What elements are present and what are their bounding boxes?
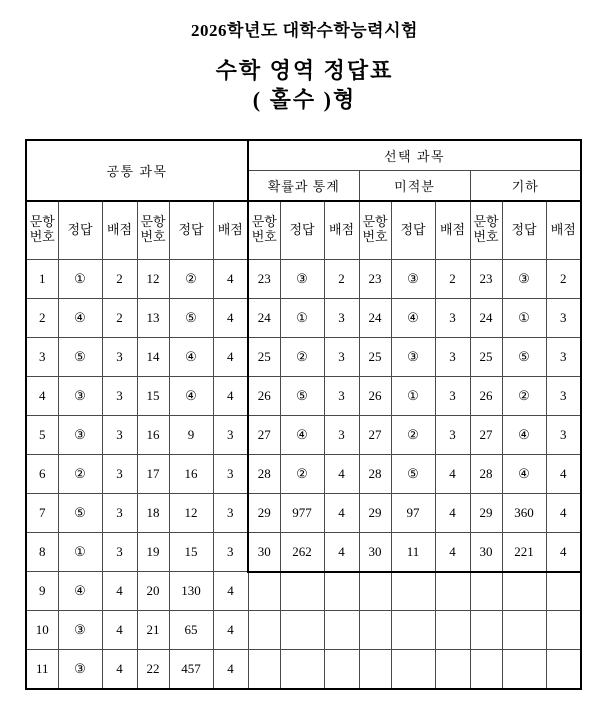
table-row: [26, 337, 581, 376]
cell-points: 4: [213, 650, 248, 690]
cell-answer: ①: [391, 376, 435, 415]
header-column-labels-row: [26, 201, 581, 260]
cell-number: 12: [137, 259, 169, 298]
cell-empty: [546, 572, 581, 611]
cell-empty: [546, 650, 581, 690]
cell-number: 3: [26, 337, 58, 376]
cell-number: 15: [137, 376, 169, 415]
cell-points: 2: [435, 259, 470, 298]
col-header-points-2: 배점: [213, 201, 248, 260]
form-type-label: ( 홀수 )형: [252, 87, 357, 113]
cell-number: 28: [248, 454, 280, 493]
cell-points: 3: [102, 337, 137, 376]
cell-empty: [324, 572, 359, 611]
cell-points: 3: [102, 532, 137, 572]
col-header-number-1: 문항 번호: [26, 201, 58, 260]
table-row: [26, 259, 581, 298]
cell-number: 28: [359, 454, 391, 493]
cell-points: 4: [435, 454, 470, 493]
cell-answer: 15: [169, 532, 213, 572]
cell-answer: 16: [169, 454, 213, 493]
cell-empty: [248, 650, 280, 690]
cell-number: 5: [26, 415, 58, 454]
cell-points: 3: [546, 376, 581, 415]
cell-empty: [280, 572, 324, 611]
answer-table: [25, 139, 582, 691]
cell-number: 30: [470, 532, 502, 572]
cell-points: 3: [213, 493, 248, 532]
cell-number: 29: [470, 493, 502, 532]
cell-points: 4: [324, 454, 359, 493]
cell-number: 13: [137, 298, 169, 337]
cell-empty: [359, 650, 391, 690]
cell-points: 3: [102, 415, 137, 454]
col-header-answer-2: 정답: [169, 201, 213, 260]
cell-answer: ③: [58, 650, 102, 690]
cell-answer: ③: [58, 376, 102, 415]
cell-points: 4: [435, 532, 470, 572]
cell-empty: [280, 650, 324, 690]
table-row: [26, 298, 581, 337]
cell-answer: 130: [169, 572, 213, 611]
cell-answer: ③: [502, 259, 546, 298]
cell-number: 24: [248, 298, 280, 337]
cell-empty: [391, 650, 435, 690]
cell-number: 25: [248, 337, 280, 376]
cell-number: 16: [137, 415, 169, 454]
cell-answer: ⑤: [58, 337, 102, 376]
cell-empty: [280, 611, 324, 650]
cell-number: 27: [248, 415, 280, 454]
col-header-points-3: 배점: [324, 201, 359, 260]
cell-points: 3: [102, 376, 137, 415]
cell-answer: ①: [280, 298, 324, 337]
cell-number: 2: [26, 298, 58, 337]
cell-empty: [502, 572, 546, 611]
cell-number: 4: [26, 376, 58, 415]
header-group-row: [26, 140, 581, 171]
cell-points: 3: [324, 337, 359, 376]
cell-points: 4: [324, 532, 359, 572]
answer-table-wrap: [0, 114, 609, 691]
cell-answer: ④: [280, 415, 324, 454]
cell-number: 9: [26, 572, 58, 611]
cell-points: 4: [213, 376, 248, 415]
cell-points: 3: [102, 493, 137, 532]
table-row: [26, 611, 581, 650]
cell-answer: ④: [502, 415, 546, 454]
cell-answer: 12: [169, 493, 213, 532]
cell-number: 17: [137, 454, 169, 493]
cell-answer: 360: [502, 493, 546, 532]
cell-answer: ②: [169, 259, 213, 298]
cell-points: 2: [546, 259, 581, 298]
cell-answer: ④: [169, 337, 213, 376]
cell-answer: ②: [502, 376, 546, 415]
cell-number: 20: [137, 572, 169, 611]
table-row: [26, 415, 581, 454]
cell-answer: 97: [391, 493, 435, 532]
cell-empty: [324, 650, 359, 690]
cell-empty: [470, 572, 502, 611]
cell-points: 4: [435, 493, 470, 532]
cell-points: 3: [435, 415, 470, 454]
cell-number: 23: [359, 259, 391, 298]
cell-number: 26: [470, 376, 502, 415]
col-header-number-2: 문항 번호: [137, 201, 169, 260]
cell-answer: ②: [280, 337, 324, 376]
cell-number: 11: [26, 650, 58, 690]
subject-title: 수학 영역 정답표: [215, 57, 394, 83]
cell-answer: ⑤: [58, 493, 102, 532]
col-header-answer-1: 정답: [58, 201, 102, 260]
cell-points: 2: [324, 259, 359, 298]
cell-answer: ④: [58, 298, 102, 337]
header-elective-2: 미적분: [359, 170, 470, 201]
cell-answer: ⑤: [502, 337, 546, 376]
cell-number: 27: [359, 415, 391, 454]
cell-answer: ①: [502, 298, 546, 337]
cell-answer: ③: [391, 337, 435, 376]
cell-points: 4: [324, 493, 359, 532]
cell-number: 23: [470, 259, 502, 298]
cell-answer: 221: [502, 532, 546, 572]
header-common-subject: 공통 과목: [26, 140, 248, 201]
cell-number: 30: [248, 532, 280, 572]
cell-answer: ④: [58, 572, 102, 611]
cell-points: 4: [102, 572, 137, 611]
cell-points: 3: [546, 415, 581, 454]
cell-answer: ②: [58, 454, 102, 493]
cell-points: 3: [102, 454, 137, 493]
cell-answer: ②: [391, 415, 435, 454]
cell-number: 29: [359, 493, 391, 532]
cell-points: 4: [102, 611, 137, 650]
cell-points: 3: [324, 415, 359, 454]
table-row: [26, 532, 581, 572]
cell-points: 3: [435, 376, 470, 415]
cell-empty: [391, 611, 435, 650]
cell-number: 26: [248, 376, 280, 415]
table-row: [26, 454, 581, 493]
cell-empty: [248, 611, 280, 650]
cell-number: 23: [248, 259, 280, 298]
cell-points: 4: [546, 493, 581, 532]
cell-number: 7: [26, 493, 58, 532]
cell-number: 8: [26, 532, 58, 572]
cell-number: 29: [248, 493, 280, 532]
cell-number: 24: [470, 298, 502, 337]
cell-answer: 457: [169, 650, 213, 690]
cell-answer: ③: [58, 611, 102, 650]
cell-number: 24: [359, 298, 391, 337]
cell-points: 3: [213, 454, 248, 493]
cell-points: 4: [102, 650, 137, 690]
cell-points: 4: [213, 337, 248, 376]
cell-answer: 977: [280, 493, 324, 532]
col-header-points-5: 배점: [546, 201, 581, 260]
cell-empty: [502, 650, 546, 690]
cell-answer: ③: [58, 415, 102, 454]
cell-points: 4: [213, 298, 248, 337]
cell-answer: 9: [169, 415, 213, 454]
cell-points: 3: [546, 298, 581, 337]
cell-number: 30: [359, 532, 391, 572]
cell-points: 3: [435, 337, 470, 376]
cell-empty: [324, 611, 359, 650]
cell-answer: ④: [169, 376, 213, 415]
cell-number: 1: [26, 259, 58, 298]
page-title: 2026학년도 대학수학능력시험: [191, 21, 418, 40]
cell-answer: ③: [280, 259, 324, 298]
cell-number: 25: [470, 337, 502, 376]
cell-empty: [470, 650, 502, 690]
col-header-number-5: 문항 번호: [470, 201, 502, 260]
cell-points: 2: [102, 298, 137, 337]
cell-points: 3: [213, 415, 248, 454]
cell-answer: ②: [280, 454, 324, 493]
col-header-points-4: 배점: [435, 201, 470, 260]
col-header-points-1: 배점: [102, 201, 137, 260]
table-row: [26, 493, 581, 532]
cell-answer: ④: [391, 298, 435, 337]
cell-points: 3: [324, 298, 359, 337]
cell-number: 21: [137, 611, 169, 650]
cell-answer: ④: [502, 454, 546, 493]
col-header-answer-4: 정답: [391, 201, 435, 260]
cell-number: 6: [26, 454, 58, 493]
cell-number: 19: [137, 532, 169, 572]
cell-empty: [470, 611, 502, 650]
table-row: [26, 572, 581, 611]
header-elective-subject: 선택 과목: [248, 140, 581, 171]
col-header-answer-5: 정답: [502, 201, 546, 260]
cell-answer: ③: [391, 259, 435, 298]
cell-answer: ①: [58, 532, 102, 572]
cell-empty: [391, 572, 435, 611]
header-elective-1: 확률과 통계: [248, 170, 359, 201]
cell-number: 27: [470, 415, 502, 454]
cell-number: 26: [359, 376, 391, 415]
cell-empty: [435, 611, 470, 650]
table-row: [26, 650, 581, 690]
col-header-number-3: 문항 번호: [248, 201, 280, 260]
cell-answer: ⑤: [280, 376, 324, 415]
col-header-answer-3: 정답: [280, 201, 324, 260]
cell-number: 10: [26, 611, 58, 650]
cell-points: 4: [213, 611, 248, 650]
cell-points: 3: [324, 376, 359, 415]
cell-points: 3: [546, 337, 581, 376]
cell-points: 3: [213, 532, 248, 572]
header-elective-3: 기하: [470, 170, 581, 201]
cell-points: 2: [102, 259, 137, 298]
cell-empty: [502, 611, 546, 650]
cell-empty: [359, 611, 391, 650]
cell-empty: [359, 572, 391, 611]
cell-empty: [435, 650, 470, 690]
cell-empty: [546, 611, 581, 650]
cell-empty: [435, 572, 470, 611]
cell-number: 22: [137, 650, 169, 690]
cell-number: 14: [137, 337, 169, 376]
cell-answer: ⑤: [169, 298, 213, 337]
cell-answer: 65: [169, 611, 213, 650]
cell-points: 4: [213, 572, 248, 611]
cell-points: 4: [546, 532, 581, 572]
cell-points: 3: [435, 298, 470, 337]
col-header-number-4: 문항 번호: [359, 201, 391, 260]
cell-answer: 11: [391, 532, 435, 572]
cell-number: 18: [137, 493, 169, 532]
cell-answer: 262: [280, 532, 324, 572]
cell-number: 25: [359, 337, 391, 376]
cell-answer: ⑤: [391, 454, 435, 493]
table-row: [26, 376, 581, 415]
cell-empty: [248, 572, 280, 611]
cell-points: 4: [213, 259, 248, 298]
cell-answer: ①: [58, 259, 102, 298]
cell-number: 28: [470, 454, 502, 493]
cell-points: 4: [546, 454, 581, 493]
title-block: [0, 0, 609, 114]
